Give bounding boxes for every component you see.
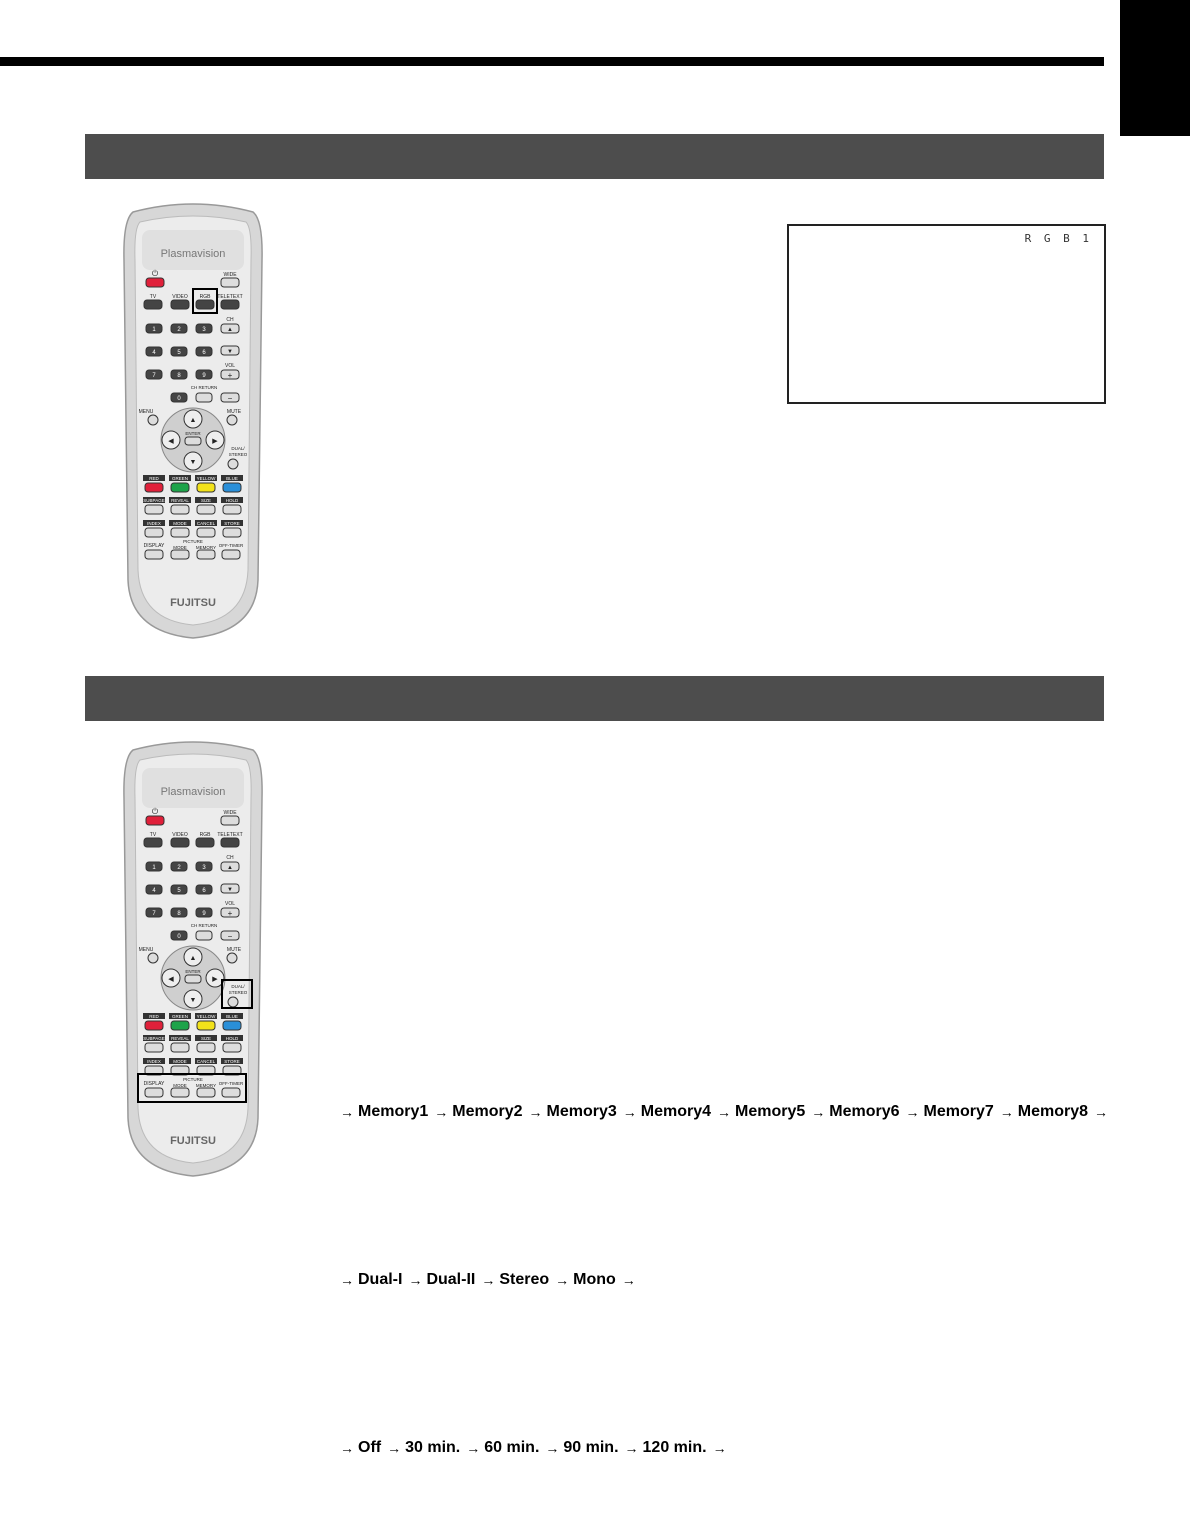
digit-label: 3 [202, 327, 206, 333]
arrow-icon: → [712, 1440, 727, 1456]
ch-down-icon: ▼ [227, 349, 233, 355]
remote-label: GREEN [171, 1014, 189, 1019]
blue-button[interactable] [223, 483, 241, 492]
digit-label: 8 [177, 911, 181, 917]
remote-label: TV [149, 294, 157, 300]
arrow-icon: → [387, 1440, 402, 1456]
video-button[interactable] [171, 838, 189, 847]
svg-text:FUJITSU: FUJITSU [170, 597, 216, 609]
remote-label: PICTURE [183, 1077, 203, 1082]
osd-screen [787, 224, 1106, 404]
digit-label: 2 [177, 865, 181, 871]
cancel-button[interactable] [197, 528, 215, 537]
memory-item: Memory2 [452, 1103, 523, 1120]
subpage-button[interactable] [145, 505, 163, 514]
remote-label: OFF-TIMER [218, 543, 244, 548]
video-button[interactable] [171, 300, 189, 309]
remote-label: REVEAL [171, 498, 189, 503]
minus-icon: − [227, 932, 233, 941]
off-timer-button[interactable] [222, 550, 240, 559]
menu-button[interactable] [148, 415, 158, 425]
remote-label: VIDEO [172, 832, 188, 838]
arrow-icon: → [905, 1104, 920, 1120]
remote-label: ENTER [185, 969, 201, 974]
memory-item: Memory3 [546, 1103, 617, 1120]
rgb-button[interactable] [196, 300, 214, 309]
remote-label: MODE [173, 1059, 187, 1064]
audio-mode-item: Mono [573, 1271, 616, 1288]
remote-label: INDEX [147, 521, 161, 526]
remote-label: HOLD [225, 498, 239, 503]
osd-input-label: R G B 1 [1024, 232, 1092, 245]
digit-label: 7 [152, 373, 156, 379]
remote-label: MUTE [226, 947, 242, 953]
power-button[interactable] [146, 278, 164, 287]
remote-label: RGB [199, 294, 211, 300]
digit-label: 2 [177, 327, 181, 333]
remote-label: STEREO [228, 990, 248, 995]
remote-label: RED [149, 1014, 159, 1019]
memory-item: Memory4 [640, 1103, 711, 1120]
arrow-icon: → [434, 1104, 449, 1120]
header-rule [0, 57, 1104, 66]
teletext-button[interactable] [221, 838, 239, 847]
remote-label: VOL [224, 901, 236, 907]
size-button[interactable] [197, 505, 215, 514]
digit-label: 9 [202, 373, 206, 379]
remote-label: CH RETURN [190, 923, 218, 928]
subpage-button[interactable] [145, 1043, 163, 1052]
digit-label: 7 [152, 911, 156, 917]
svg-text:Plasmavision: Plasmavision [160, 786, 226, 798]
remote-label: MEMORY [195, 545, 217, 550]
index-button[interactable] [145, 528, 163, 537]
up-arrow-icon: ▲ [189, 417, 197, 424]
remote-label: STORE [224, 1059, 240, 1064]
mute-button[interactable] [227, 953, 237, 963]
right-arrow-icon: ▶ [212, 976, 218, 983]
remote-label: STORE [224, 521, 240, 526]
digit-label: 1 [152, 327, 156, 333]
green-button[interactable] [171, 483, 189, 492]
ch-up-icon: ▲ [227, 327, 233, 333]
arrow-icon: → [466, 1440, 481, 1456]
down-arrow-icon: ▼ [189, 459, 197, 466]
red-button[interactable] [145, 483, 163, 492]
digit-label: 5 [177, 888, 181, 894]
remote-label: MODE [173, 521, 187, 526]
arrow-icon: → [717, 1104, 731, 1120]
arrow-icon: → [340, 1272, 354, 1288]
off-timer-button[interactable] [222, 1088, 240, 1097]
remote-label: CANCEL [196, 1059, 216, 1064]
memory-item: Memory5 [735, 1103, 806, 1120]
picture-mode-button[interactable] [171, 1088, 189, 1097]
remote-label: SUBPAGE [143, 498, 165, 503]
arrow-icon: → [408, 1272, 423, 1288]
remote-label: DISPLAY [143, 1081, 165, 1087]
arrow-icon: → [545, 1440, 560, 1456]
teletext-button[interactable] [221, 300, 239, 309]
remote-label: CH [226, 855, 234, 861]
up-arrow-icon: ▲ [189, 955, 197, 962]
remote-control-input [118, 200, 268, 640]
remote-label: CH RETURN [190, 385, 218, 390]
yellow-button[interactable] [197, 483, 215, 492]
memory-item: Memory6 [829, 1103, 900, 1120]
plus-icon: + [227, 371, 233, 380]
arrow-icon: → [621, 1272, 636, 1288]
mode-button[interactable] [171, 528, 189, 537]
svg-text:Plasmavision: Plasmavision [160, 248, 226, 260]
remote-label: MODE [173, 545, 187, 550]
remote-label: DISPLAY [143, 543, 165, 549]
section-header-functions [85, 676, 1104, 721]
remote-label: BLUE [226, 476, 238, 481]
remote-label: TV [149, 832, 157, 838]
hold-button[interactable] [223, 1043, 241, 1052]
enter-button[interactable] [185, 437, 201, 445]
arrow-icon: → [622, 1104, 637, 1120]
remote-label: ENTER [185, 431, 201, 436]
remote-label: RGB [199, 832, 211, 838]
svg-text:FUJITSU: FUJITSU [170, 1135, 216, 1147]
arrow-icon: → [340, 1104, 354, 1120]
wide-button[interactable] [221, 278, 239, 287]
arrow-icon: → [1094, 1104, 1108, 1120]
remote-label: SIZE [200, 1036, 212, 1041]
corner-tab [1120, 0, 1190, 136]
digit-label: 0 [177, 934, 181, 940]
timer-item: Off [358, 1439, 382, 1456]
remote-label: YELLOW [196, 1014, 216, 1019]
power-button[interactable] [146, 816, 164, 825]
remote-label: REVEAL [171, 1036, 189, 1041]
digit-label: 4 [152, 888, 156, 894]
section-header-input [85, 134, 1104, 179]
remote-label: SIZE [200, 498, 212, 503]
digit-label: 9 [202, 911, 206, 917]
green-button[interactable] [171, 1021, 189, 1030]
rgb-button[interactable] [196, 838, 214, 847]
remote-control-functions [118, 738, 268, 1178]
left-arrow-icon: ◀ [168, 976, 174, 983]
ch-down-icon: ▼ [227, 887, 233, 893]
remote-label: BLUE [226, 1014, 238, 1019]
remote-label: VOL [224, 363, 236, 369]
digit-label: 3 [202, 865, 206, 871]
arrow-icon: → [340, 1440, 354, 1456]
down-arrow-icon: ▼ [189, 997, 197, 1004]
plus-icon: + [227, 909, 233, 918]
left-arrow-icon: ◀ [168, 438, 174, 445]
blue-button[interactable] [223, 1021, 241, 1030]
yellow-button[interactable] [197, 1021, 215, 1030]
remote-label: DUAL/ [231, 446, 245, 451]
remote-label: RED [149, 476, 159, 481]
arrow-icon: → [528, 1104, 543, 1120]
reveal-button[interactable] [171, 505, 189, 514]
minus-icon: − [227, 394, 233, 403]
remote-label: HOLD [225, 1036, 239, 1041]
mute-button[interactable] [227, 415, 237, 425]
power-icon: ⏻ [151, 807, 159, 816]
timer-item: 30 min. [405, 1439, 461, 1456]
arrow-icon: → [481, 1272, 496, 1288]
store-button[interactable] [223, 528, 241, 537]
audio-mode-item: Dual-I [358, 1271, 403, 1288]
remote-label: TELETEXT [217, 294, 243, 300]
arrow-icon: → [811, 1104, 826, 1120]
remote-label: TELETEXT [217, 832, 243, 838]
remote-svg [118, 738, 268, 1178]
tv-button[interactable] [144, 300, 162, 309]
enter-button[interactable] [185, 975, 201, 983]
picture-memory-button[interactable] [197, 1088, 215, 1097]
remote-label: OFF-TIMER [218, 1081, 244, 1086]
ch-return-button[interactable] [196, 393, 212, 402]
memory-item: Memory1 [358, 1103, 429, 1120]
tv-button[interactable] [144, 838, 162, 847]
arrow-icon: → [624, 1440, 639, 1456]
red-button[interactable] [145, 1021, 163, 1030]
power-icon: ⏻ [151, 269, 159, 278]
audio-mode-item: Stereo [499, 1271, 550, 1288]
timer-sequence [340, 1439, 731, 1457]
remote-label: PICTURE [183, 539, 203, 544]
digit-label: 5 [177, 350, 181, 356]
size-button[interactable] [197, 1043, 215, 1052]
digit-label: 1 [152, 865, 156, 871]
picture-memory-button[interactable] [197, 550, 215, 559]
digit-label: 8 [177, 373, 181, 379]
remote-svg [118, 200, 268, 640]
remote-label: DUAL/ [231, 984, 245, 989]
menu-button[interactable] [148, 953, 158, 963]
remote-label: WIDE [223, 272, 237, 278]
arrow-icon: → [555, 1272, 570, 1288]
remote-label: MODE [173, 1083, 187, 1088]
remote-label: VIDEO [172, 294, 188, 300]
arrow-icon: → [999, 1104, 1014, 1120]
picture-mode-button[interactable] [171, 550, 189, 559]
remote-label: MENU [138, 409, 154, 415]
remote-label: YELLOW [196, 476, 216, 481]
remote-label: CH [226, 317, 234, 323]
remote-label: MEMORY [195, 1083, 217, 1088]
remote-label: CANCEL [196, 521, 216, 526]
display-button[interactable] [145, 1088, 163, 1097]
ch-return-button[interactable] [196, 931, 212, 940]
dual-stereo-button[interactable] [228, 459, 238, 469]
digit-label: 6 [202, 350, 206, 356]
dual-stereo-button[interactable] [228, 997, 238, 1007]
remote-label: MENU [138, 947, 154, 953]
display-button[interactable] [145, 550, 163, 559]
hold-button[interactable] [223, 505, 241, 514]
digit-label: 6 [202, 888, 206, 894]
memory-sequence [340, 1103, 1112, 1121]
wide-button[interactable] [221, 816, 239, 825]
timer-item: 60 min. [484, 1439, 540, 1456]
ch-up-icon: ▲ [227, 865, 233, 871]
audio-mode-item: Dual-II [426, 1271, 476, 1288]
timer-item: 120 min. [642, 1439, 707, 1456]
remote-label: GREEN [171, 476, 189, 481]
audio-sequence [340, 1271, 640, 1289]
remote-label: STEREO [228, 452, 248, 457]
digit-label: 0 [177, 396, 181, 402]
remote-label: MUTE [226, 409, 242, 415]
memory-item: Memory8 [1017, 1103, 1088, 1120]
timer-item: 90 min. [563, 1439, 619, 1456]
digit-label: 4 [152, 350, 156, 356]
right-arrow-icon: ▶ [212, 438, 218, 445]
remote-label: SUBPAGE [143, 1036, 165, 1041]
remote-label: WIDE [223, 810, 237, 816]
remote-label: INDEX [147, 1059, 161, 1064]
memory-item: Memory7 [923, 1103, 994, 1120]
reveal-button[interactable] [171, 1043, 189, 1052]
